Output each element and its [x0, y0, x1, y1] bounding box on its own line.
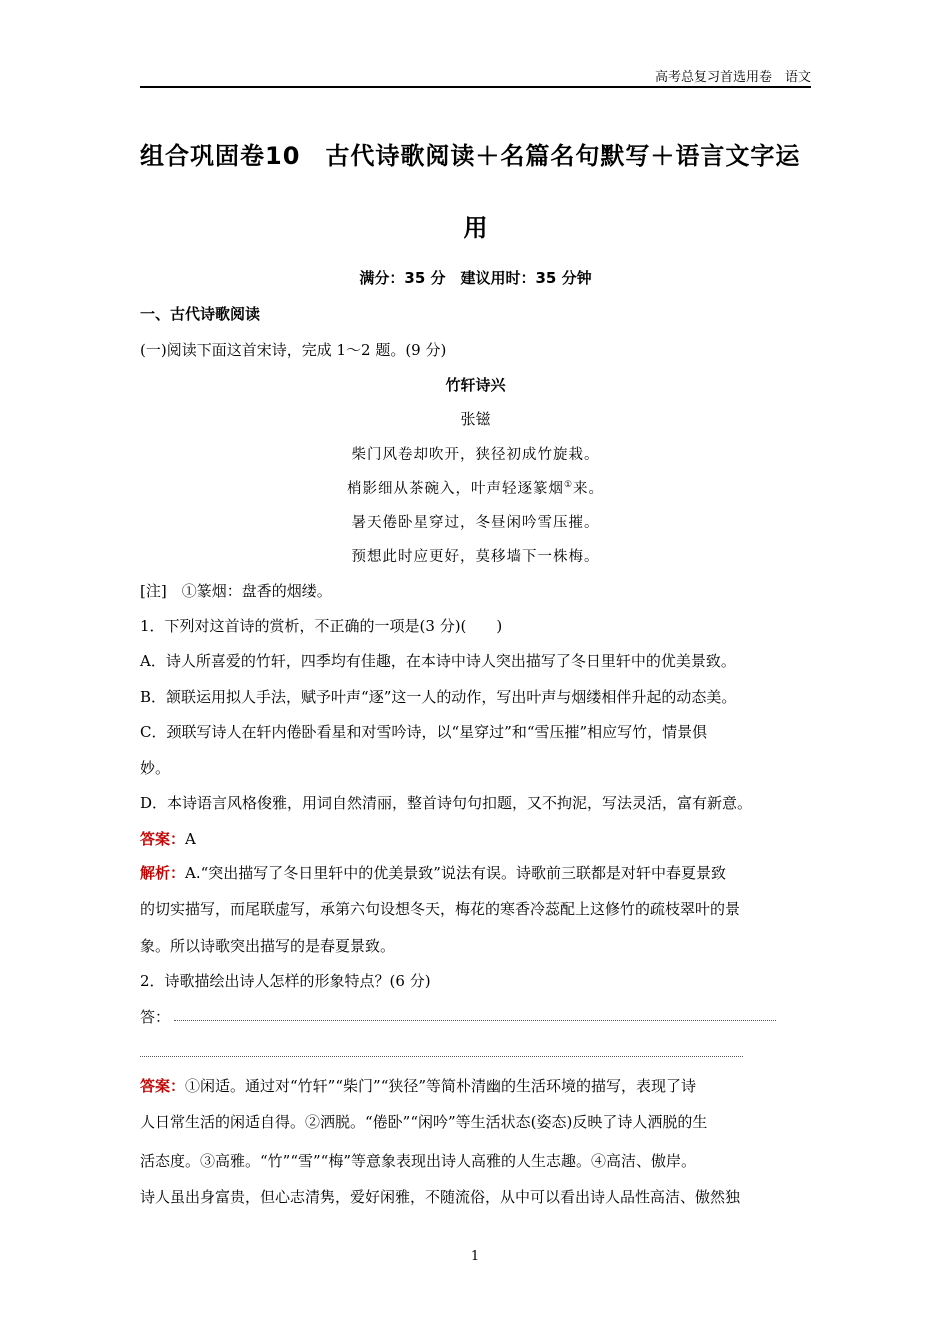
analysis-text: A.“突出描写了冬日里轩中的优美景致”说法有误。诗歌前三联都是对轩中春夏景致 — [185, 864, 726, 882]
option-c: C．颈联写诗人在轩内倦卧看星和对雪吟诗，以“星穿过”和“雪压摧”相应写竹，情景俱 — [140, 723, 708, 741]
answer-text: ①闲适。通过对“竹轩”“柴门”“狭径”等简朴清幽的生活环境的描写，表现了诗 — [185, 1077, 697, 1095]
footnote: [注] ①篆烟：盘香的烟缕。 — [140, 582, 332, 600]
poem-line: 柴门风卷却吹开，狭径初成竹旋栽。 — [351, 447, 600, 463]
page-title-continued: 用 — [463, 214, 488, 242]
answer-2-line: 活态度。③高雅。“竹”“雪”“梅”等意象表现出诗人高雅的人生志趣。④高洁、傲岸。 — [140, 1152, 697, 1170]
answer-value: A — [185, 830, 196, 848]
answer-2-line: 诗人虽出身富贵，但心志清隽，爱好闲雅，不随流俗，从中可以看出诗人品性高洁、傲然独 — [140, 1188, 741, 1206]
poem-line — [140, 477, 811, 498]
option-c-continued: 妙。 — [140, 759, 171, 777]
running-header: 高考总复习首选用卷 语文 — [654, 70, 811, 85]
question-intro: (一)阅读下面这首宋诗，完成 1～2 题。(9 分) — [140, 341, 447, 359]
poem-line: 暑天倦卧星穿过，冬昼闲吟雪压摧。 — [351, 515, 600, 531]
poem-title: 竹轩诗兴 — [445, 376, 506, 394]
page-title: 组合巩固卷10 古代诗歌阅读＋名篇名句默写＋语言文字运 — [140, 142, 801, 170]
answer-1 — [140, 828, 811, 849]
question-2-stem: 2．诗歌描绘出诗人怎样的形象特点？(6 分) — [140, 972, 431, 990]
exam-subtitle: 满分：35 分 建议用时：35 分钟 — [359, 269, 592, 287]
poem-line: 预想此时应更好，莫移墙下一株梅。 — [351, 549, 600, 565]
answer-2-line: 人日常生活的闲适自得。②洒脱。“倦卧”“闲吟”等生活状态(姿态)反映了诗人洒脱的生 — [140, 1113, 708, 1131]
analysis-line: 象。所以诗歌突出描写的是春夏景致。 — [140, 937, 396, 955]
answer-2-line — [140, 1075, 811, 1096]
analysis-line — [140, 862, 811, 883]
analysis-line: 的切实描写，而尾联虚写，承第六句设想冬天，梅花的寒香冷蕊配上这修竹的疏枝翠叶的景 — [140, 900, 741, 918]
header-rule — [140, 86, 811, 88]
poem-line-text: 梢影细从茶碗入，叶声轻逐篆烟 — [346, 481, 564, 497]
analysis-label: 解析： — [140, 864, 186, 882]
option-a: A．诗人所喜爱的竹轩，四季均有佳趣，在本诗中诗人突出描写了冬日里轩中的优美景致。 — [140, 652, 736, 670]
answer-label: 答案： — [140, 1077, 186, 1095]
question-1-stem: 1．下列对这首诗的赏析，不正确的一项是(3 分)( ) — [140, 617, 503, 635]
poem-line-end: 来。 — [573, 481, 605, 497]
option-d: D．本诗语言风格俊雅，用词自然清丽，整首诗句句扣题，又不拘泥，写法灵活，富有新意。 — [140, 794, 753, 812]
poem-author: 张镃 — [460, 410, 491, 428]
answer-blank-line[interactable] — [174, 1020, 776, 1021]
option-b: B．颔联运用拟人手法，赋予叶声“逐”这一人的动作，写出叶声与烟缕相伴升起的动态美。 — [140, 688, 737, 706]
answer-prompt: 答： — [140, 1008, 171, 1026]
page-number: 1 — [470, 1249, 480, 1264]
section-heading: 一、古代诗歌阅读 — [140, 305, 261, 323]
answer-label: 答案： — [140, 830, 186, 848]
footnote-marker: ① — [563, 480, 574, 491]
answer-blank-line[interactable] — [140, 1056, 743, 1057]
